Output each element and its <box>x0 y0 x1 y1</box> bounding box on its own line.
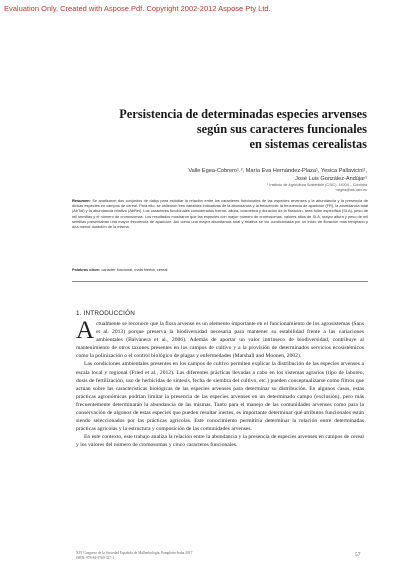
title-line: en sistemas cerealistas <box>249 137 367 151</box>
affiliation: ¹ Instituto de Agricultura Sostenible (CSIC). 14004 – Córdoba <box>267 183 367 187</box>
abstract-label: Resumen: <box>72 198 91 203</box>
body-text <box>76 317 364 450</box>
abstract <box>72 198 368 229</box>
paper-title <box>67 107 367 152</box>
footer-conference: XVI Congreso de la Sociedad Española de Malherbología, Pamplona-Iruña 2017 <box>76 551 193 555</box>
drop-cap: A <box>76 317 95 344</box>
author-line: José Luis González-Andújar¹ <box>295 176 367 182</box>
footer-isbn: ISBN: 978-84-9769-327-1 <box>76 556 115 560</box>
paragraph: En este contexto, este trabajo analiza la relación entre la abundancia y la presencia de especies arvenses en campos de cereal y los valores del número de cromosomas y cinco caracteres funcionales. <box>76 434 364 449</box>
keywords-label: Palabras clave: <box>72 267 101 272</box>
paragraph: Las condiciones ambientales presentes en los campos de cultivo permiten explicar la distribución de las especies arvenses a escala local y regional (Fried et al., 2012). Las diferentes prácticas llevadas a cabo en los sistemas agrarios (tipo de laboreo, dosis de fertilización, uso de herbicidas de síntesis, fecha de siembra del cultivo, etc.) pueden conceptualizarse como filtros que actúan sobre las características biológicas de las especies arvenses para determinar su distribución. En algunos casos, estas prácticas agronómicas podrían limitar la presencia de las especies arvenses en un determinado campo (exclusión), pero más frecuentemente determinarán la abundancia de las mismas. Tanto para el manejo de las comunidades arvenses como para la conservación de algunos de estas especies que pueden resultar inertes, es importante determinar qué atributos funcionales están siendo seleccionados por las prácticas agrícolas. Este conocimiento permitiría determinar la relación entre determinadas prácticas agrícolas y la estructura y composición de las comunidades arvenses. <box>76 361 364 433</box>
author-email: vegea@ias.csic.es <box>336 188 367 193</box>
keywords-text: carácter funcional, mala hierba, cereal. <box>101 267 169 272</box>
title-line: Persistencia de determinadas especies arvenses <box>119 107 367 121</box>
author-block <box>47 167 367 193</box>
keywords <box>72 267 368 272</box>
page-footer <box>76 551 306 561</box>
page-number: 57 <box>355 552 361 558</box>
author-line: Valle Egea-Cobrero¹˒², María Eva Hernández-Plaza¹, Yesica Pallavicini¹, <box>188 168 367 174</box>
title-line: según sus caracteres funcionales <box>196 122 367 136</box>
evaluation-watermark: Evaluation Only. Created with Aspose.Pdf. Copyright 2002-2012 Aspose Pty Ltd. <box>4 4 271 13</box>
section-heading: 1. INTRODUCCIÓN <box>76 310 135 317</box>
paragraph <box>76 317 364 360</box>
section-divider <box>72 281 368 282</box>
abstract-text: Se analizaron dos conjuntos de datos para estudiar la relación entre los caracteres funcionales de las especies arvenses y la abundancia y la presencia de dichas especies en campos de cereal. Para ello, se utilizaron tres variables indicativas de la abundancia y la frecuencia: la frecuencia de aparición (FR), la abundancia total (AbTot) y la abundancia relativa (AbRel). Los caracteres funcionales considerados fueron: altura, cosmética y duración de la floración, área foliar específica (SLA), peso de mil semillas y el número de cromosomas. Los resultados mostraron que las especies con mayor número de cromosomas, valores altos de SLA, mayor altura y peso de mil semillas presentaban una mayor frecuencia de aparición. Así como una mayor abundancia total y relativa se vio condicionada por un inicio de floración más temprano y una menor duración de la misma. <box>72 198 368 230</box>
paragraph-text: ctualmente se reconoce que la flora arvense es un elemento importante en el funcionamiento de los agrosistemas (Sans et al. 2013) porque preserva la biodiversidad necesaria para mantener su estabilidad frente a las variaciones ambientales (Balvanera et al., 2006). Además de aportar un valor intrínseco de biodiversidad, contribuye al mantenimiento de otros taxones presentes en los campos de cultivo y a la provisión de determinados servicios ecosistémicos como la polinización o el control biológico de plagas y enfermedades (Marshall and Moonen, 2002). <box>76 321 364 360</box>
